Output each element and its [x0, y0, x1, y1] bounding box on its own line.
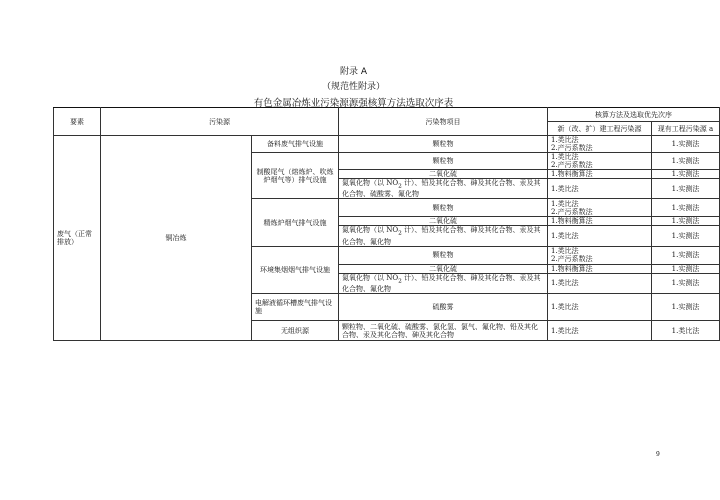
new-method-cell: 1.类比法: [548, 179, 652, 199]
facility-cell: 制酸尾气（熔炼炉、吹炼炉烟气等）排气设施: [252, 153, 339, 199]
facility-cell: 电解液循环槽废气排气设施: [252, 294, 339, 321]
table-row: [54, 136, 720, 153]
industry-cell: 铜冶炼: [101, 136, 252, 341]
facility-cell: 备料废气排气设施: [252, 136, 339, 153]
pollutant-cell: 颗粒物、二氧化硫、硫酸雾、氯化氢、氯气、氟化物、铅及其化合物、汞及其化合物、砷及其化合物: [339, 321, 548, 341]
existing-method-cell: 1.实测法: [652, 264, 720, 273]
page-number: 9: [656, 451, 660, 458]
existing-method-cell: 1.实测法: [652, 226, 720, 246]
existing-method-cell: 1.实测法: [652, 136, 720, 153]
header-new-source: 新（改、扩）建工程污染源: [548, 122, 652, 136]
existing-method-cell: 1.实测法: [652, 217, 720, 226]
existing-method-cell: 1.实测法: [652, 153, 720, 170]
element-cell: 废气（正常排放）: [54, 136, 101, 341]
new-method-cell: 1.类比法: [548, 226, 652, 246]
pollutant-cell: 二氧化硫: [339, 217, 548, 226]
header-source: 污染源: [101, 108, 339, 136]
method-table: [53, 107, 720, 341]
header-pollutant: 污染物项目: [339, 108, 548, 136]
pollutant-cell: 颗粒物: [339, 153, 548, 170]
pollutant-cell: 二氧化硫: [339, 264, 548, 273]
new-method-cell: 1.类比法 2.产污系数法: [548, 153, 652, 170]
pollutant-cell: 颗粒物: [339, 246, 548, 264]
header-method-order: 核算方法及选取优先次序: [548, 108, 720, 122]
existing-method-cell: 1.类比法: [652, 321, 720, 341]
new-method-cell: 1.类比法: [548, 321, 652, 341]
new-method-cell: 1.类比法: [548, 294, 652, 321]
pollutant-cell: 氮氧化物（以 $NO_2$ 计）、铅及其化合物、砷及其化合物、汞及其化合物、硫酸雾、氟化物: [339, 179, 548, 199]
pollutant-cell: 硫酸雾: [339, 294, 548, 321]
appendix-note: （规范性附录）: [321, 82, 385, 92]
header-existing-source: 现有工程污染源 a: [652, 122, 720, 136]
new-method-cell: 1.类比法 2.产污系数法: [548, 246, 652, 264]
table-title: 有色金属冶炼业污染源源强核算方法选取次序表: [253, 98, 454, 109]
facility-cell: 环境集烟烟气排气设施: [252, 246, 339, 293]
facility-cell: 无组织源: [252, 321, 339, 341]
new-method-cell: 1.类比法 2.产污系数法: [548, 136, 652, 153]
new-method-cell: 1.类比法 2.产污系数法: [548, 199, 652, 217]
pollutant-cell: 二氧化硫: [339, 170, 548, 179]
facility-cell: 精炼炉烟气排气设施: [252, 199, 339, 246]
pollutant-cell: 氮氧化物（以 $NO_2$ 计）、铅及其化合物、砷及其化合物、汞及其化合物、氟化物: [339, 273, 548, 293]
existing-method-cell: 1.实测法: [652, 246, 720, 264]
existing-method-cell: 1.实测法: [652, 294, 720, 321]
header-element: 要素: [54, 108, 101, 136]
existing-method-cell: 1.实测法: [652, 199, 720, 217]
pollutant-cell: 氮氧化物（以 $NO_2$ 计）、铅及其化合物、砷及其化合物、汞及其化合物、氟化物: [339, 226, 548, 246]
new-method-cell: 1.类比法: [548, 273, 652, 293]
new-method-cell: 1.物料衡算法: [548, 170, 652, 179]
new-method-cell: 1.物料衡算法: [548, 217, 652, 226]
existing-method-cell: 1.实测法: [652, 273, 720, 293]
pollutant-cell: 颗粒物: [339, 136, 548, 153]
existing-method-cell: 1.实测法: [652, 179, 720, 199]
existing-method-cell: 1.实测法: [652, 170, 720, 179]
new-method-cell: 1.物料衡算法: [548, 264, 652, 273]
pollutant-cell: 颗粒物: [339, 199, 548, 217]
appendix-label: 附录 A: [339, 67, 368, 77]
